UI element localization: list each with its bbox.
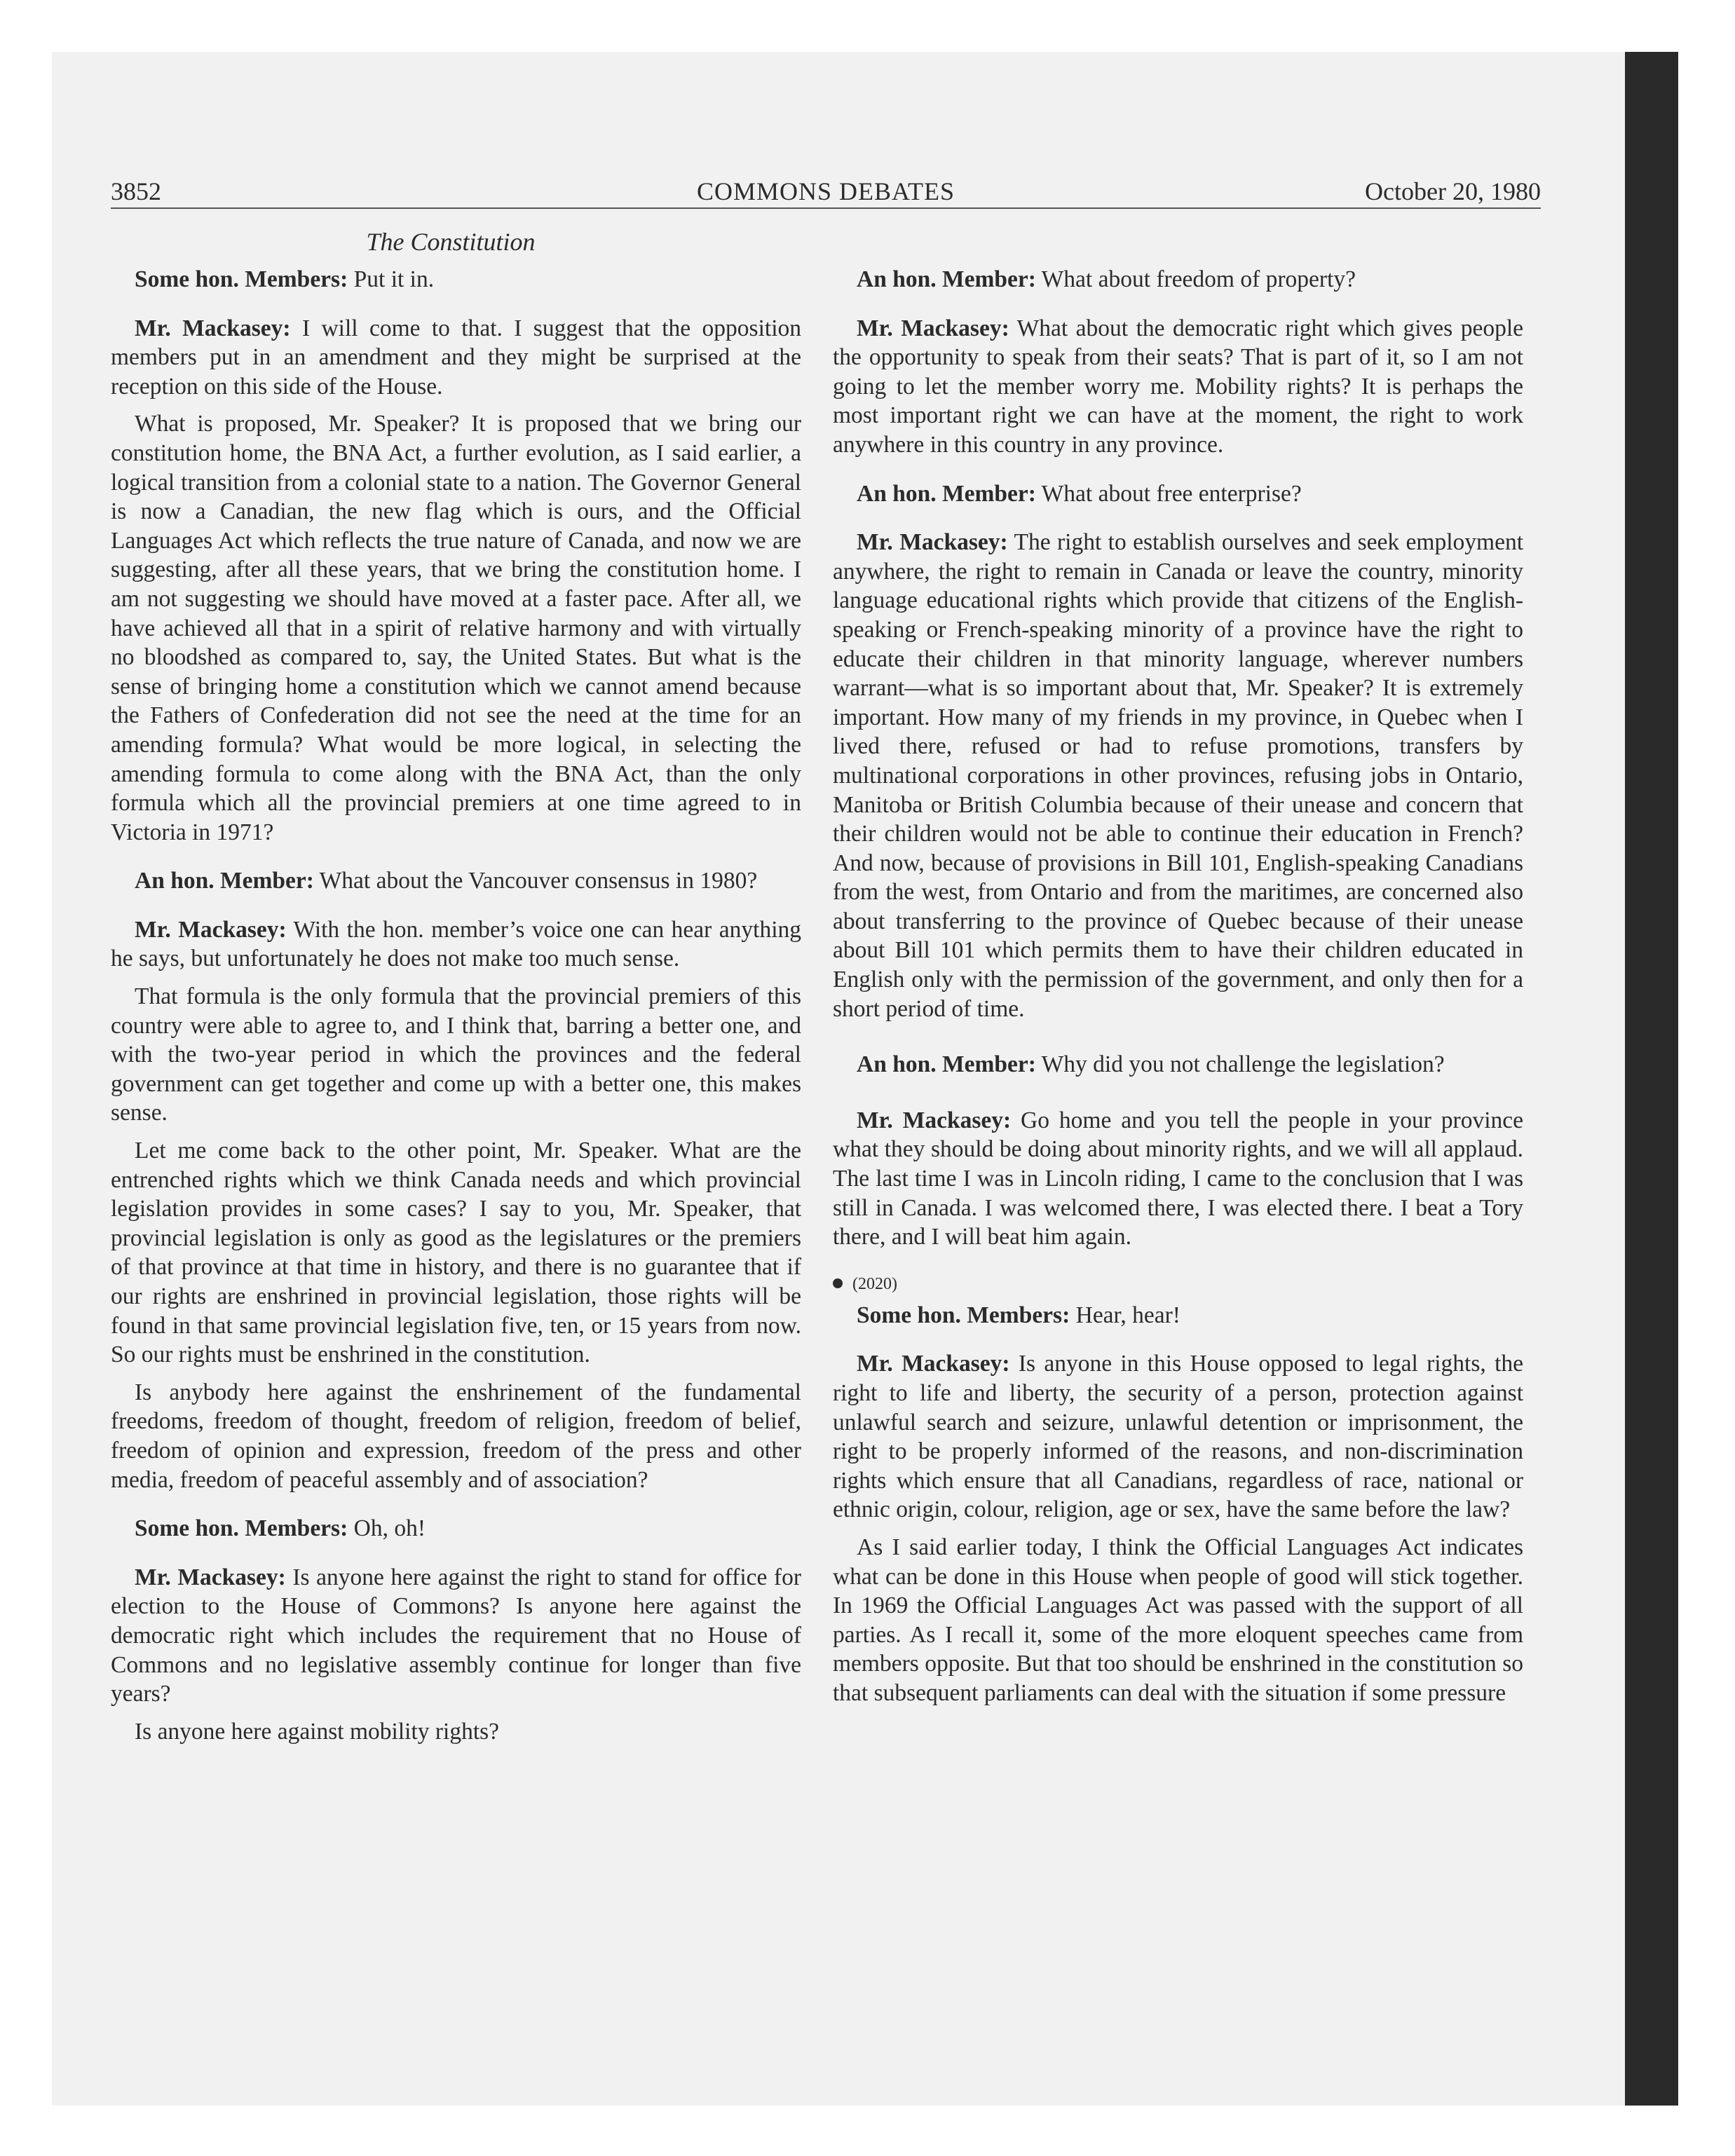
speech-text: What is proposed, Mr. Speaker? It is proposed that we bring our constitution home, the BNA Act, a further evolution, as I said earlier, a logical transition from a colonial state to a nation. The Governor General is now a Canadian, the new flag which is ours, and the Official Languages Act which reflects the true nature of Canada, and now we are suggesting, after all these years, that we bring the constitution home. I am not suggesting we should have moved at a faster pace. After all, we have achieved all that in a spirit of relative harmony and with virtually no bloodshed as compared to, say, the United States. But what is the sense of bringing home a constitution which we cannot amend because the Fathers of Confederation did not see the need at the time for an amending formula? What would be more logical, in selecting the amending formula to come along with the BNA Act, than the only formula which all the provincial premiers at one time agreed to in Victoria in 1971? <box>111 411 801 845</box>
speaker-name: An hon. Member: <box>857 1051 1036 1078</box>
publication-title: COMMONS DEBATES <box>696 177 955 205</box>
speech-text: What about free enterprise? <box>1035 480 1302 507</box>
paragraph <box>833 265 1523 294</box>
speaker-name: Mr. Mackasey: <box>135 916 287 943</box>
paragraph <box>833 1349 1523 1524</box>
paragraph <box>111 1514 801 1543</box>
speaker-name: Some hon. Members: <box>135 266 348 292</box>
speaker-name: Mr. Mackasey: <box>135 1564 286 1590</box>
speech-text: Oh, oh! <box>348 1515 426 1542</box>
speech-text: Why did you not challenge the legislation? <box>1035 1051 1445 1078</box>
speaker-name: Mr. Mackasey: <box>857 315 1009 341</box>
speaker-name: Some hon. Members: <box>857 1302 1070 1328</box>
page-number: 3852 <box>111 177 161 205</box>
speaker-name: Some hon. Members: <box>135 1515 348 1542</box>
speech-text: What about freedom of property? <box>1035 266 1356 292</box>
paragraph <box>111 1378 801 1494</box>
time-marker-text: (2020) <box>852 1274 897 1293</box>
speech-text: Let me come back to the other point, Mr. Speaker. What are the entrenched rights which we think Canada needs and which provincial legislation provides in some cases? I say to you, Mr. Speaker, that provincial legislation is only as good as the legislatures or the premiers of that province at that time in history, and there is no guarantee that if our rights are enshrined in provincial legislation, those rights will be found in that same provincial legislation five, ten, or 15 years from now. So our rights must be enshrined in the constitution. <box>111 1138 801 1368</box>
paragraph <box>833 1106 1523 1252</box>
scan-dark-edge <box>1625 52 1678 2106</box>
paragraph <box>833 314 1523 460</box>
paragraph <box>111 265 801 294</box>
paragraph <box>833 1050 1523 1079</box>
speaker-name: An hon. Member: <box>857 266 1036 292</box>
paragraph <box>111 1563 801 1709</box>
speech-text: What about the democratic right which gives people the opportunity to speak from their seats? That is part of it, so I am not going to let the member worry me. Mobility rights? It is perhaps the most important right we can have at the moment, the right to work anywhere in this country in any province. <box>833 315 1524 458</box>
bullet-icon <box>833 1278 843 1288</box>
speech-text: What about the Vancouver consensus in 1980? <box>313 868 758 894</box>
paragraph <box>111 982 801 1128</box>
left-column <box>111 265 801 1746</box>
paragraph <box>111 314 801 402</box>
speaker-name: An hon. Member: <box>135 868 314 894</box>
paragraph <box>833 528 1523 1023</box>
speech-text: Is anyone here against the right to stand for office for election to the House of Commons? Is anyone here against the democratic right which includes the requirement that no House of Commons and no legislative assembly continue for longer than five years? <box>111 1564 801 1707</box>
speech-text: Put it in. <box>348 266 435 292</box>
speaker-name: Mr. Mackasey: <box>857 1351 1010 1377</box>
paragraph <box>111 866 801 896</box>
speech-text: Go home and you tell the people in your province what they should be doing about minority rights, and we will all applaud. The last time I was in Lincoln riding, I came to the conclusion that I was still in Canada. I was welcomed there, I was elected there. I beat a Tory there, and I will beat him again. <box>833 1107 1523 1250</box>
speaker-name: An hon. Member: <box>857 480 1036 507</box>
header-rule <box>111 207 1541 209</box>
speech-text: Hear, hear! <box>1070 1302 1181 1328</box>
page-header <box>111 174 1541 209</box>
speech-text: Is anyone here against mobility rights? <box>135 1718 500 1745</box>
speech-text: Is anyone in this House opposed to legal rights, the right to life and liberty, the security of a person, protection against unlawful search and seizure, unlawful detention or imprisonment, the right to be properly informed of the reasons, and non-discrimination rights which ensure that all Canadians, regardless of race, national or ethnic origin, colour, religion, age or sex, have the same before the law? <box>833 1351 1523 1523</box>
paragraph <box>111 1717 801 1747</box>
section-title: The Constitution <box>366 228 536 256</box>
paragraph <box>833 1533 1523 1708</box>
right-column <box>833 265 1523 1708</box>
speech-text: I will come to that. I suggest that the opposition members put in an amendment and they might be surprised at the reception on this side of the House. <box>111 315 802 400</box>
speech-text: The right to establish ourselves and seek employment anywhere, the right to remain in Canada or leave the country, minority language educational rights which provide that citizens of the English-speaking or French-speaking minority of a province have the right to educate their children in that minority language, wherever numbers warrant—what is so important about that, Mr. Speaker? It is extremely important. How many of my friends in my province, in Quebec when I lived there, refused or had to refuse promotions, transfers by multinational corporations in other provinces, refusing jobs in Ontario, Manitoba or British Columbia because of their unease and concern that their children would not be able to continue their education in French? And now, because of provisions in Bill 101, English-speaking Canadians from the west, from Ontario and from the maritimes, are concerned also about transferring to the province of Quebec because of their unease about Bill 101 which permits them to have their children educated in English only with the permission of the government, and only then for a short period of time. <box>833 529 1523 1022</box>
paragraph <box>111 1136 801 1370</box>
time-marker <box>833 1273 1523 1295</box>
speech-text: Is anybody here against the enshrinement of the fundamental freedoms, freedom of thought, freedom of religion, freedom of belief, freedom of opinion and expression, freedom of the press and other media, freedom of peaceful assembly and of association? <box>111 1379 801 1493</box>
paragraph <box>833 1301 1523 1330</box>
speech-text: With the hon. member’s voice one can hear anything he says, but unfortunately he does not make too much sense. <box>111 916 802 972</box>
speaker-name: Mr. Mackasey: <box>135 315 291 341</box>
speaker-name: Mr. Mackasey: <box>857 529 1008 556</box>
speech-text: As I said earlier today, I think the Official Languages Act indicates what can be done in this House when people of good will stick together. In 1969 the Official Languages Act was passed with the support of all parties. As I recall it, some of the more eloquent speeches came from members opposite. But that too should be enshrined in the constitution so that subsequent parliaments can deal with the situation if some pressure <box>833 1534 1523 1706</box>
speech-text: That formula is the only formula that the provincial premiers of this country were able to agree to, and I think that, barring a better one, and with the two-year period in which the provinces and the federal government can get together and come up with a better one, this makes sense. <box>111 983 801 1126</box>
speaker-name: Mr. Mackasey: <box>857 1107 1012 1133</box>
paragraph <box>111 409 801 847</box>
page-date: October 20, 1980 <box>1365 177 1541 205</box>
paragraph <box>111 915 801 974</box>
paragraph <box>833 479 1523 509</box>
